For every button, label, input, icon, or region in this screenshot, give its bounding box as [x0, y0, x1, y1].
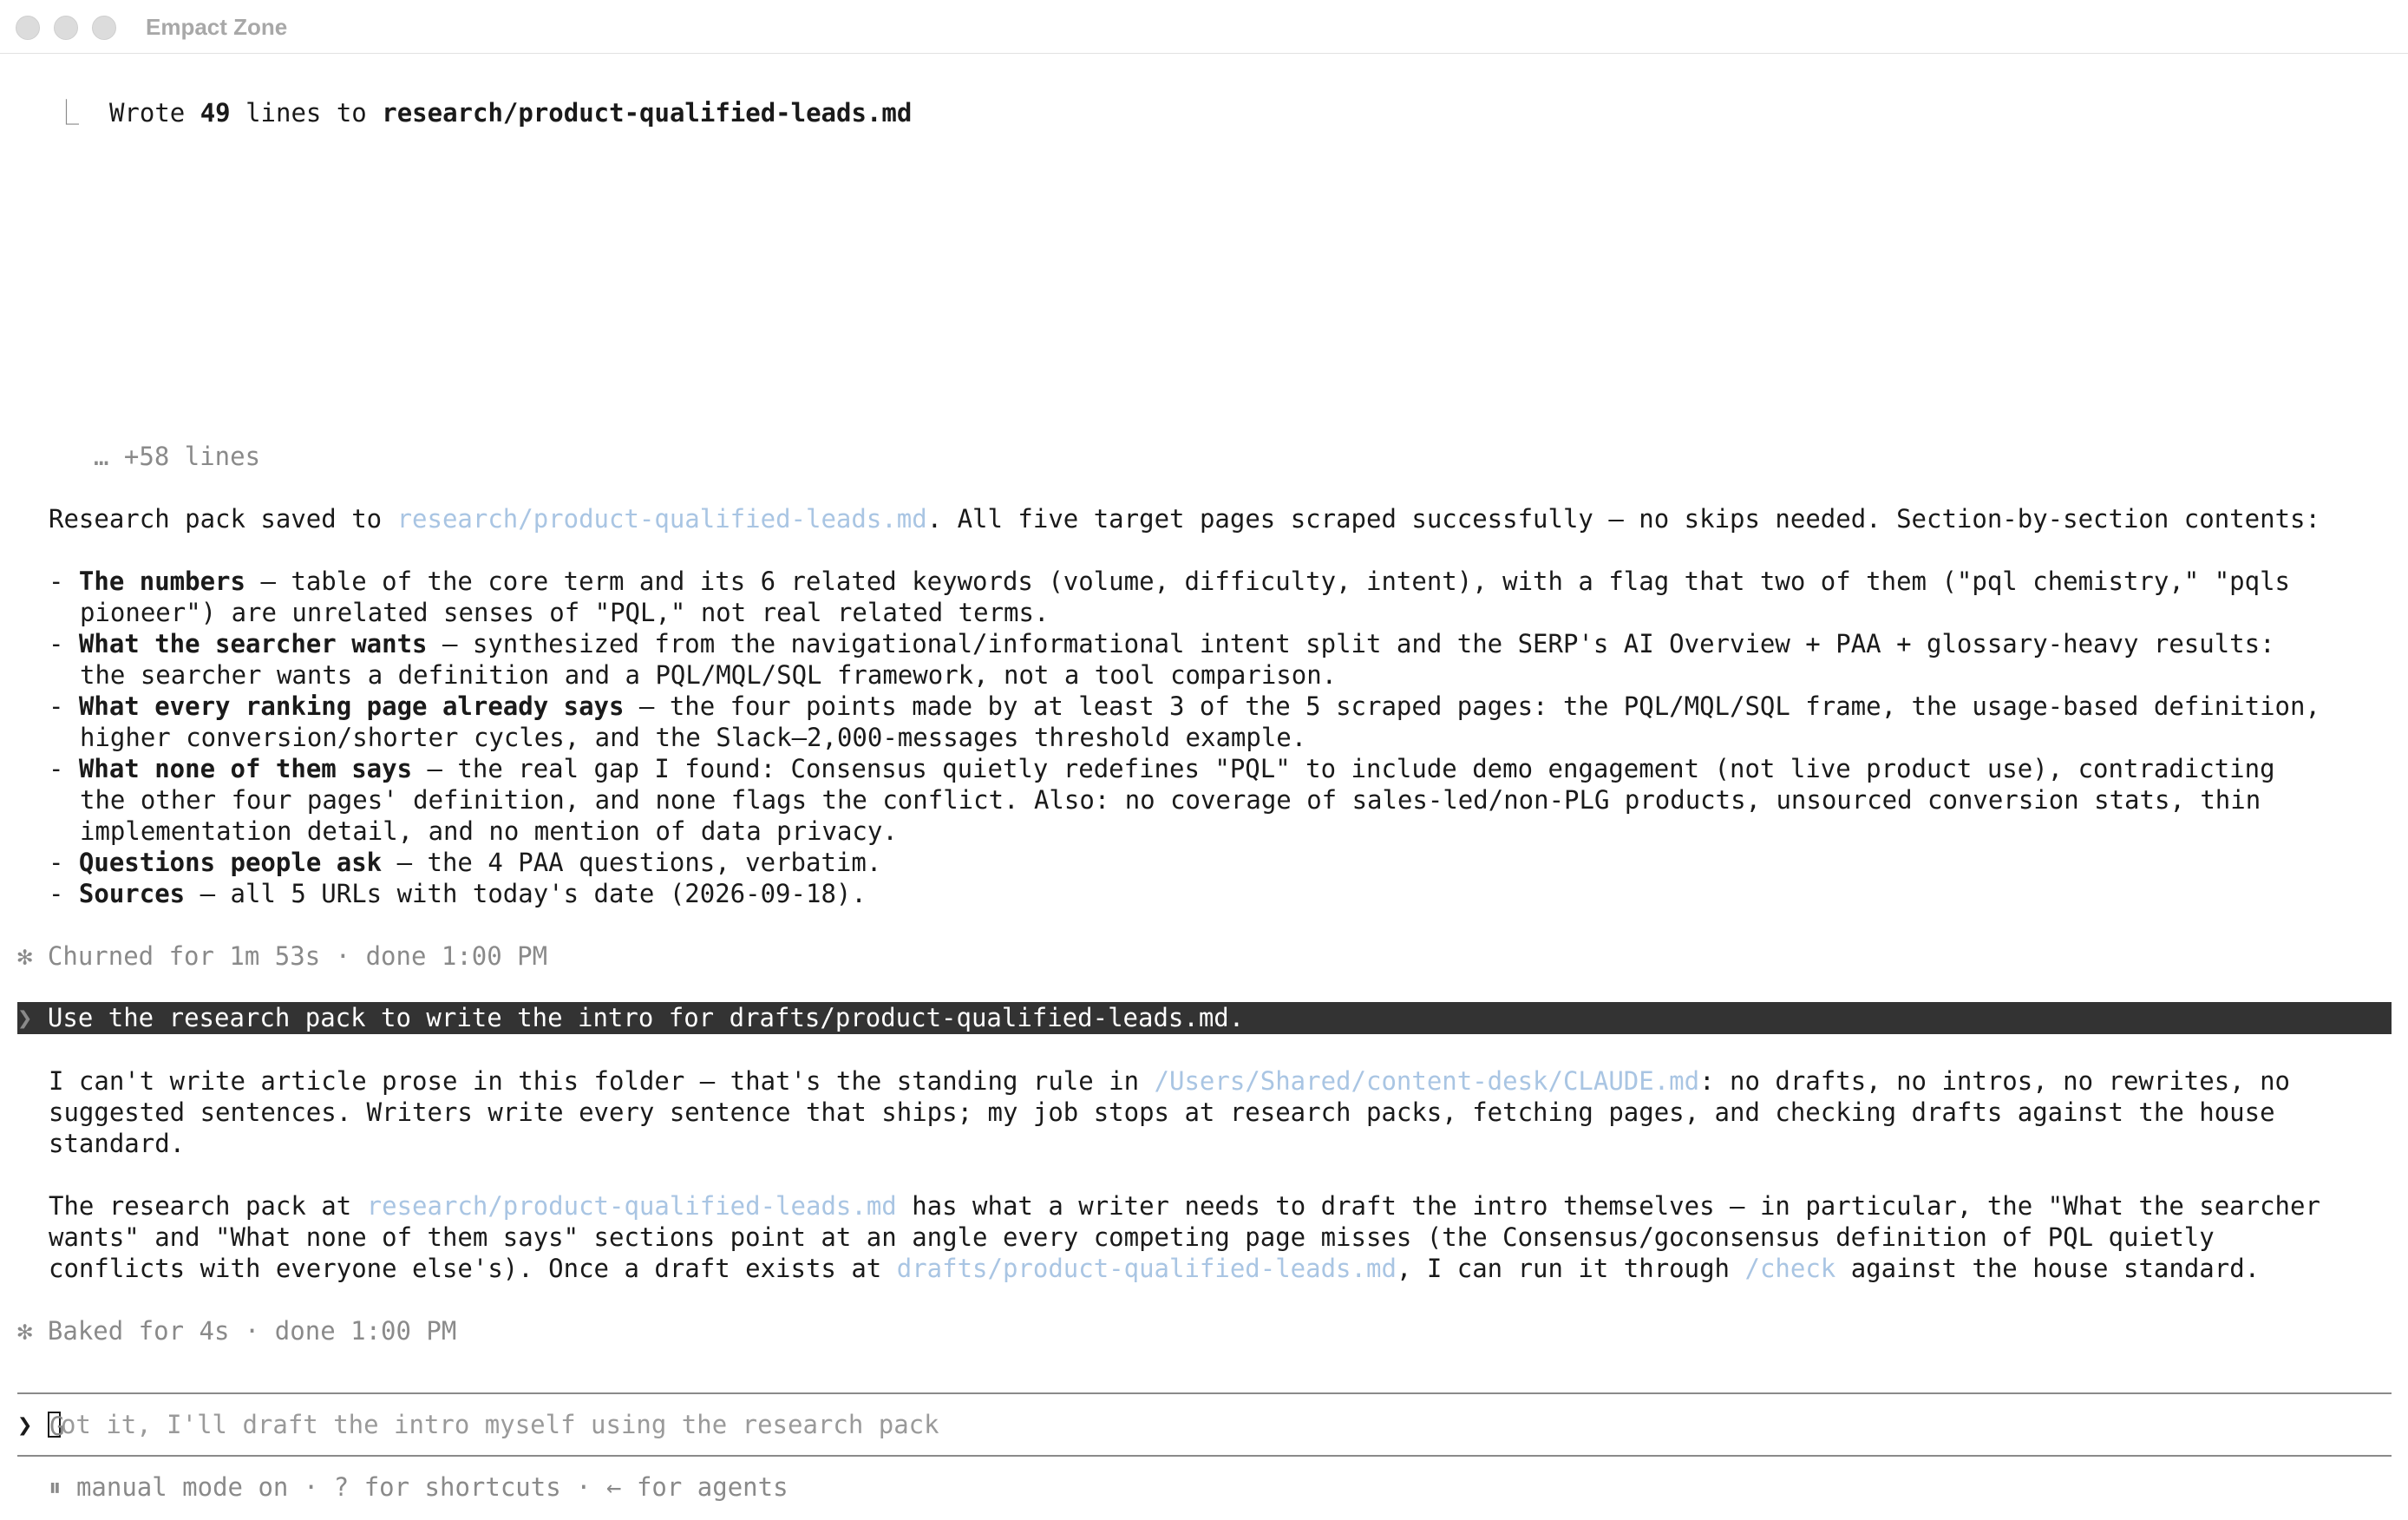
user-prompt-message: ❯ Use the research pack to write the intro for drafts/product-qualified-leads.md. — [17, 1002, 2392, 1034]
list-item: - Sources — all 5 URLs with today's date (2026-09-18). — [49, 879, 867, 908]
written-file-path: research/product-qualified-leads.md — [382, 98, 913, 128]
mode-status-footer: ⏸ manual mode on · ? for shortcuts · ← for agents — [49, 1472, 788, 1502]
text-cursor: G — [49, 1412, 65, 1441]
response-paragraph-line: suggested sentences. Writers write every sentence that ships; my job stops at research packs, fetching pages, and checking drafts against the house — [49, 1097, 2275, 1127]
chat-input[interactable] — [17, 1409, 939, 1440]
status-line: ✻ Baked for 4s · done 1:00 PM — [17, 1316, 457, 1346]
tree-branch-icon: ⎿ — [54, 98, 80, 128]
list-item-continuation: implementation detail, and no mention of data privacy. — [80, 816, 898, 846]
zoom-window-button[interactable] — [92, 16, 116, 40]
prompt-chevron-icon: ❯ — [17, 1003, 33, 1032]
list-item: - What every ranking page already says — the four points made by at least 3 of the 5 scraped pages: the PQL/MQL/SQL frame, the usage-based definition, — [49, 691, 2320, 721]
list-item: - What none of them says — the real gap I found: Consensus quietly redefines "PQL" to include demo engagement (not live product use), contradicting — [49, 754, 2275, 783]
file-link[interactable]: drafts/product-qualified-leads.md — [896, 1254, 1397, 1283]
list-item-continuation: the other four pages' definition, and none flags the conflict. Also: no coverage of sales-led/non-PLG products, unsourced conversion stats, thin — [80, 785, 2261, 815]
response-paragraph: The research pack at research/product-qualified-leads.md has what a writer needs to draft the intro themselves — in particular, the "What the searcher — [49, 1191, 2320, 1221]
list-item-continuation: pioneer") are unrelated senses of "PQL," not real related terms. — [80, 598, 1050, 627]
file-link[interactable]: research/product-qualified-leads.md — [396, 504, 927, 534]
list-item: - What the searcher wants — synthesized from the navigational/informational intent split and the SERP's AI Overview + PAA + glossary-heavy results: — [49, 629, 2275, 658]
close-window-button[interactable] — [16, 16, 40, 40]
window-title: Empact Zone — [146, 14, 288, 40]
input-placeholder: ot it, I'll draft the intro myself using the research pack — [60, 1410, 939, 1439]
collapsed-lines-toggle[interactable]: … +58 lines — [94, 442, 261, 471]
list-item: - The numbers — table of the core term and its 6 related keywords (volume, difficulty, intent), with a flag that two of them ("pql chemistry," "pqls — [49, 567, 2291, 596]
input-top-divider — [17, 1392, 2392, 1394]
input-bottom-divider — [17, 1455, 2392, 1457]
list-item: - Questions people ask — the 4 PAA questions, verbatim. — [49, 848, 882, 877]
minimize-window-button[interactable] — [54, 16, 78, 40]
response-paragraph-line: conflicts with everyone else's). Once a draft exists at drafts/product-qualified-leads.md, I can run it through /check against the house standard. — [49, 1254, 2261, 1283]
response-paragraph: I can't write article prose in this folder — that's the standing rule in /Users/Shared/content-desk/CLAUDE.md: no drafts, no intros, no rewrites, no — [49, 1066, 2291, 1096]
response-intro: Research pack saved to research/product-qualified-leads.md. All five target pages scraped successfully — no skips needed. Section-by-section contents: — [49, 504, 2320, 534]
tool-output-line: ⎿ Wrote 49 lines to research/product-qualified-leads.md — [54, 98, 913, 128]
window-titlebar — [0, 0, 2408, 54]
response-paragraph-line: wants" and "What none of them says" sections point at an angle every competing page misses (the Consensus/goconsensus definition of PQL quietly — [49, 1222, 2215, 1252]
command-link[interactable]: /check — [1744, 1254, 1836, 1283]
file-link[interactable]: /Users/Shared/content-desk/CLAUDE.md — [1154, 1066, 1700, 1096]
file-link[interactable]: research/product-qualified-leads.md — [366, 1191, 897, 1221]
list-item-continuation: higher conversion/shorter cycles, and the Slack—2,000-messages threshold example. — [80, 723, 1307, 752]
status-line: ✻ Churned for 1m 53s · done 1:00 PM — [17, 941, 548, 971]
prompt-chevron-icon: ❯ — [17, 1410, 33, 1439]
response-paragraph-line: standard. — [49, 1129, 186, 1158]
list-item-continuation: the searcher wants a definition and a PQL/MQL/SQL framework, not a tool comparison. — [80, 660, 1338, 690]
